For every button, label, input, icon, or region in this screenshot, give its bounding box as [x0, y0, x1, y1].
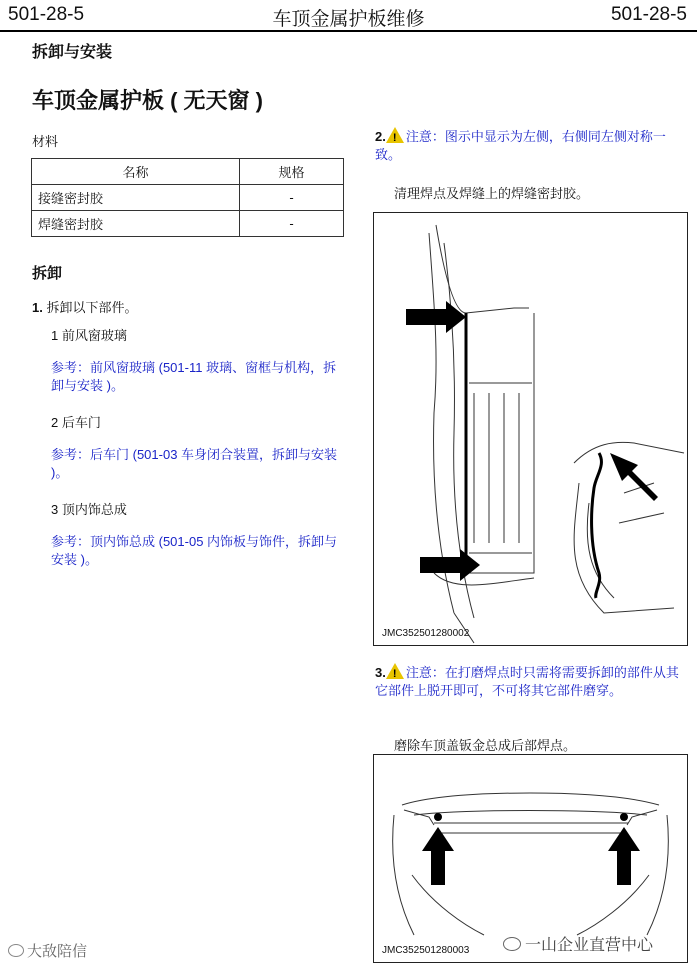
page-title: 车顶金属护板 ( 无天窗 ) [32, 88, 263, 113]
table-header-row [32, 159, 344, 185]
weld-point [620, 813, 628, 821]
table-row [32, 211, 344, 237]
seam-highlight-detail [592, 453, 602, 598]
table-cell: - [239, 185, 343, 211]
reference-link[interactable]: 参考：后车门 (501-03 车身闭合装置，拆卸与安装 )。 [51, 447, 338, 480]
step-number: 3. [375, 665, 386, 680]
sina-weibo-icon [8, 944, 24, 957]
section-title: 拆卸与安装 [32, 44, 113, 61]
header-page-number-left: 501-28-5 [8, 4, 85, 25]
roof-rear-panel-illustration [374, 755, 687, 962]
reference-link[interactable]: 参考：前风窗玻璃 (501-11 玻璃、窗框与机构，拆卸与安装 )。 [51, 360, 337, 393]
arrow-icon [420, 549, 480, 581]
step-number: 1. [32, 300, 43, 315]
step-text: 拆卸以下部件。 [46, 300, 138, 315]
component-item: 3 顶内饰总成 [51, 502, 127, 517]
warning-icon [386, 127, 404, 143]
warning-icon [386, 663, 404, 679]
header-title: 车顶金属护板维修 [272, 9, 425, 30]
header-page-number-right: 501-28-5 [610, 4, 687, 25]
figure-roof-side-seam [373, 212, 688, 646]
roof-side-panel-illustration [374, 213, 687, 645]
materials-table [31, 158, 344, 237]
table-cell: 接缝密封胶 [32, 185, 240, 211]
column-header-spec: 规格 [239, 159, 343, 185]
watermark-right [503, 932, 653, 955]
caution-note: 注意：在打磨焊点时只需将需要拆卸的部件从其它部件上脱开即可，不可将其它部件磨穿。 [375, 665, 679, 698]
step-2-text: 清理焊点及焊缝上的焊缝密封胶。 [394, 186, 590, 201]
header-rule [0, 30, 697, 32]
caution-note: 注意：图示中显示为左侧，右侧同左侧对称一致。 [375, 129, 666, 162]
figure-code: JMC352501280002 [382, 628, 470, 639]
component-item: 1 前风窗玻璃 [51, 328, 127, 343]
table-cell: 焊缝密封胶 [32, 211, 240, 237]
materials-label: 材料 [32, 134, 59, 149]
step-3-text: 磨除车顶盖钣金总成后部焊点。 [394, 738, 577, 753]
figure-code: JMC352501280003 [382, 945, 470, 956]
watermark-left [8, 940, 87, 961]
weld-point [434, 813, 442, 821]
component-item: 2 后车门 [51, 415, 101, 430]
step-2-note [375, 127, 685, 164]
table-cell: - [239, 211, 343, 237]
watermark-left-text: 大敌陪信 [27, 943, 88, 960]
arrow-icon [422, 827, 454, 885]
reference-link[interactable]: 参考：顶内饰总成 (501-05 内饰板与饰件，拆卸与安装 )。 [51, 534, 338, 567]
watermark-right-text: 一山企业直营中心 [525, 937, 654, 954]
column-header-name: 名称 [32, 159, 240, 185]
step-1 [32, 297, 137, 316]
arrow-icon [608, 827, 640, 885]
step-3-note [375, 663, 685, 700]
wechat-icon [503, 937, 521, 951]
step-number: 2. [375, 129, 386, 144]
table-row [32, 185, 344, 211]
arrow-icon [610, 453, 658, 501]
removal-heading: 拆卸 [32, 265, 63, 282]
